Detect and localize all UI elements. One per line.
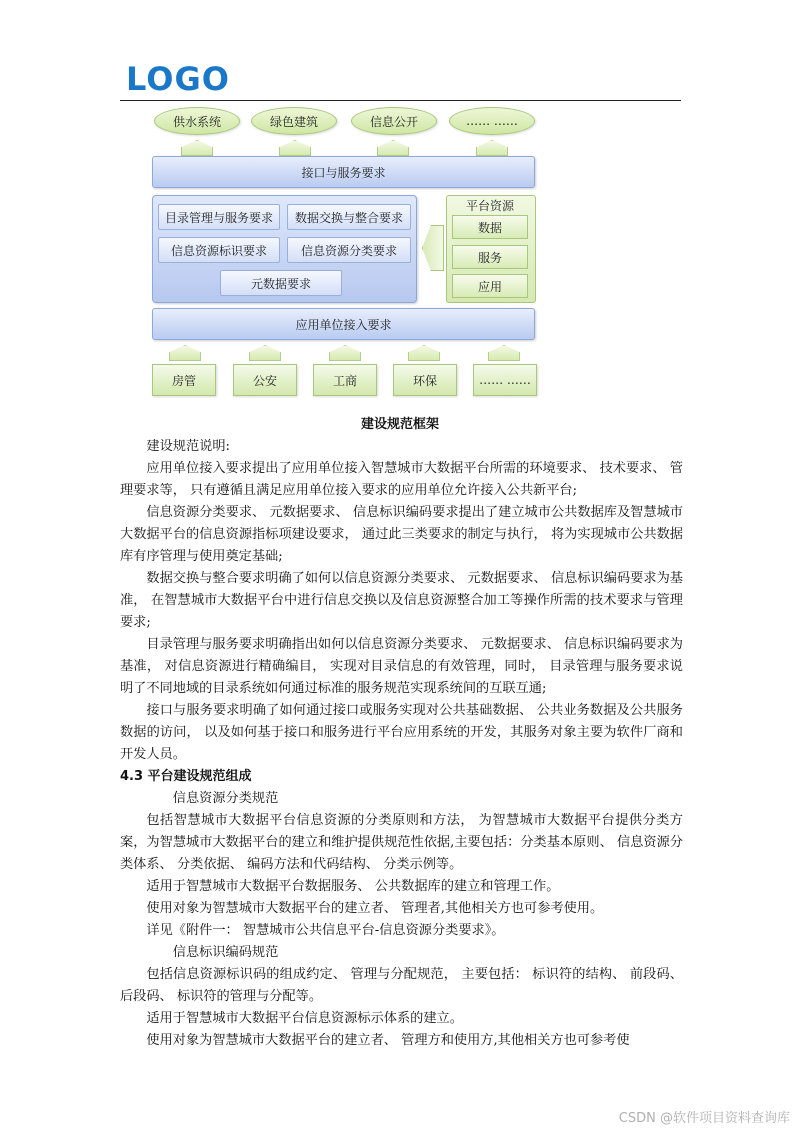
paragraph: 接口与服务要求明确了如何通过接口或服务实现对公共基础数据、 公共业务数据及公共服务数据的访问， 以及如何基于接口和服务进行平台应用系统的开发，其服务对象主要为软件厂商和开发人员。 xyxy=(120,703,683,762)
paragraph: 目录管理与服务要求明确指出如何以信息资源分类要求、 元数据要求、 信息标识编码要求为基准， 对信息资源进行精确编目， 实现对目录信息的有效管理，同时， 目录管理与服务要求说明了不同地域的目录系统如何通过标准的服务规范实现系统间的互联互通; xyxy=(120,637,683,696)
top-item-green-building: 绿色建筑 xyxy=(251,107,337,135)
subsection-title: 信息资源分类规范 xyxy=(172,791,279,806)
interface-service-bar: 接口与服务要求 xyxy=(152,156,535,188)
paragraph: 应用单位接入要求提出了应用单位接入智慧城市大数据平台所需的环境要求、 技术要求、 管理要求等， 只有遵循且满足应用单位接入要求的应用单位允许接入公共新平台; xyxy=(120,461,683,498)
bottom-item-environment: 环保 xyxy=(393,364,457,396)
platform-data-box: 数据 xyxy=(452,215,528,239)
paragraph: 适用于智慧城市大数据平台信息资源标示体系的建立。 xyxy=(146,1011,463,1026)
connector-shape xyxy=(169,345,201,361)
metadata-box: 元数据要求 xyxy=(220,270,342,296)
section-heading: 4.3 平台建设规范组成 xyxy=(120,769,252,784)
diagram-caption: 建设规范框架 xyxy=(360,417,439,432)
framework-diagram xyxy=(0,0,800,410)
connector-shape xyxy=(249,345,281,361)
top-item-more: …… …… xyxy=(449,107,535,135)
paragraph: 使用对象为智慧城市大数据平台的建立者、 管理方和使用方,其他相关方也可参考使 xyxy=(146,1033,630,1048)
paragraph: 适用于智慧城市大数据平台数据服务、 公共数据库的建立和管理工作。 xyxy=(146,879,560,894)
paragraph: 信息资源分类要求、 元数据要求、 信息标识编码要求提出了建立城市公共数据库及智慧城市大数据平台的信息资源指标项建设要求， 通过此三类要求的制定与执行， 将为实现城市公共数据库有序管理与使用奠定基础; xyxy=(120,505,683,564)
paragraph: 建设规范说明: xyxy=(146,439,230,454)
paragraph: 包括智慧城市大数据平台信息资源的分类原则和方法， 为智慧城市大数据平台提供分类方案，为智慧城市大数据平台的建立和维护提供规范性依据,主要包括：分类基本原则、 信息资源分类体系、 分类依据、 编码方法和代码结构、 分类示例等。 xyxy=(120,813,683,872)
subsection-title: 信息标识编码规范 xyxy=(172,945,279,960)
platform-application-box: 应用 xyxy=(452,274,528,298)
connector-shape xyxy=(329,345,361,361)
bottom-item-police: 公安 xyxy=(233,364,297,396)
bottom-item-more: …… …… xyxy=(473,364,537,396)
platform-service-box: 服务 xyxy=(452,245,528,269)
data-exchange-box: 数据交换与整合要求 xyxy=(287,204,411,230)
connector-shape xyxy=(279,140,311,156)
bottom-item-commerce: 工商 xyxy=(313,364,377,396)
platform-resources-title: 平台资源 xyxy=(465,199,514,213)
logo: LOGO xyxy=(126,60,230,98)
connector-shape xyxy=(476,140,508,156)
paragraph: 数据交换与整合要求明确了如何以信息资源分类要求、 元数据要求、 信息标识编码要求为基准， 在智慧城市大数据平台中进行信息交换以及信息资源整合加工等操作所需的技术要求与管理要求; xyxy=(120,571,683,630)
top-item-info-disclosure: 信息公开 xyxy=(351,107,437,135)
connector-shape xyxy=(488,345,520,361)
paragraph: 包括信息资源标识码的组成约定、 管理与分配规范， 主要包括： 标识符的结构、 前段码、 后段码、 标识符的管理与分配等。 xyxy=(120,967,683,1004)
left-arrow-shape xyxy=(422,225,444,271)
catalog-management-box: 目录管理与服务要求 xyxy=(158,204,280,230)
document-body xyxy=(120,436,683,1052)
connector-shape xyxy=(181,140,213,156)
paragraph: 详见《附件一： 智慧城市公共信息平台-信息资源分类要求》。 xyxy=(146,923,505,938)
top-item-water-supply: 供水系统 xyxy=(154,107,240,135)
paragraph: 使用对象为智慧城市大数据平台的建立者、 管理者,其他相关方也可参考使用。 xyxy=(146,901,604,916)
watermark: CSDN @软件项目资料查询库 xyxy=(618,1111,790,1126)
connector-shape xyxy=(377,140,409,156)
resource-identifier-box: 信息资源标识要求 xyxy=(158,237,280,263)
unit-access-bar: 应用单位接入要求 xyxy=(152,308,535,340)
resource-classification-box: 信息资源分类要求 xyxy=(287,237,411,263)
bottom-item-housing: 房管 xyxy=(152,364,216,396)
connector-shape xyxy=(408,345,440,361)
